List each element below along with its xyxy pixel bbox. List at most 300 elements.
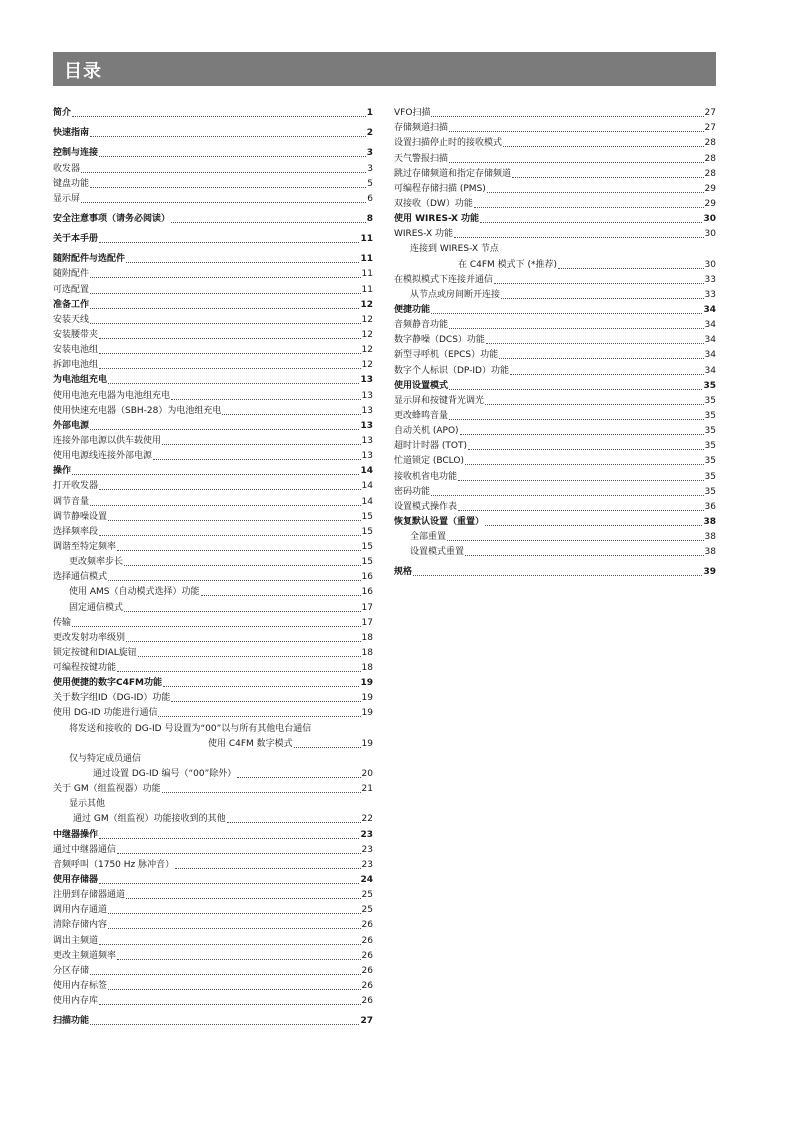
toc-entry-label: 密码功能: [394, 486, 431, 497]
toc-page-number: 15: [361, 526, 373, 537]
toc-entry-label: 安装天线: [53, 314, 90, 325]
toc-entry[interactable]: [394, 165, 716, 180]
dot-leader: [222, 414, 360, 415]
toc-page-number: 35: [704, 410, 716, 421]
toc-entry-label: 调用内存通道: [53, 905, 108, 916]
toc-page-number: 30: [704, 229, 716, 240]
toc-entry-label: 将发送和接收的 DG-ID 号设置为“00”以与所有其他电台通信: [69, 723, 312, 734]
toc-entry[interactable]: [394, 195, 716, 210]
toc-entry[interactable]: [394, 316, 716, 331]
toc-entry[interactable]: [394, 498, 716, 513]
toc-entry-label: 规格: [394, 567, 413, 578]
toc-entry-label: 通过 GM（组监视）功能接收到的其他: [73, 814, 226, 825]
toc-page-number: 11: [361, 269, 373, 280]
toc-entry[interactable]: [53, 280, 373, 295]
toc-entry-label: 超时计时器 (TOT): [394, 441, 467, 452]
dot-leader: [99, 242, 359, 243]
toc-page-number: 12: [361, 329, 373, 340]
toc-entry[interactable]: [53, 477, 373, 492]
toc-section-heading[interactable]: [53, 1012, 373, 1027]
toc-entry-label: 键盘功能: [53, 178, 90, 189]
toc-entry[interactable]: [53, 523, 373, 538]
toc-left-column: [53, 104, 373, 1027]
dot-leader: [72, 626, 361, 627]
toc-page-number: 1: [366, 108, 373, 119]
dot-leader: [294, 747, 361, 748]
toc-entry[interactable]: [53, 780, 373, 795]
toc-entry[interactable]: [53, 947, 373, 962]
dot-leader: [201, 595, 361, 596]
dot-leader: [460, 434, 704, 435]
toc-entry-label: 收发器: [53, 163, 81, 174]
toc-entry[interactable]: [53, 432, 373, 447]
dot-leader: [99, 353, 361, 354]
dot-leader: [117, 550, 361, 551]
toc-section-heading[interactable]: [53, 674, 373, 689]
title-banner: [53, 52, 716, 86]
toc-entry[interactable]: [53, 341, 373, 356]
toc-section-heading[interactable]: [394, 563, 716, 578]
toc-entry[interactable]: [394, 104, 716, 119]
toc-entry[interactable]: [394, 346, 716, 361]
toc-page-number: 14: [361, 496, 373, 507]
dot-leader: [99, 368, 361, 369]
toc-entry[interactable]: [53, 326, 373, 341]
toc-entry[interactable]: [394, 271, 716, 286]
toc-entry-label: 连接到 WIRES-X 节点: [410, 244, 499, 255]
toc-entry[interactable]: [53, 190, 373, 205]
dot-leader: [90, 429, 359, 430]
toc-entry-label: 设置模式操作表: [394, 501, 458, 512]
toc-section-heading[interactable]: [53, 296, 373, 311]
toc-page-number: 35: [704, 426, 716, 437]
toc-entry[interactable]: [53, 992, 373, 1007]
toc-entry[interactable]: [394, 286, 716, 301]
dot-leader: [108, 989, 361, 990]
dot-leader: [512, 177, 704, 178]
toc-entry-label: 使用电池充电器为电池组充电: [53, 390, 171, 401]
toc-entry[interactable]: [53, 538, 373, 553]
toc-page-number: 15: [361, 541, 373, 552]
toc-section-heading[interactable]: [53, 825, 373, 840]
dot-leader: [99, 883, 359, 884]
toc-section-heading[interactable]: [394, 513, 716, 528]
toc-page-number: 6: [367, 193, 373, 204]
toc-entry[interactable]: [394, 392, 716, 407]
toc-section-heading[interactable]: [53, 871, 373, 886]
toc-entry[interactable]: [53, 492, 373, 507]
toc-section-heading[interactable]: [53, 124, 373, 139]
toc-page-number: 23: [361, 859, 373, 870]
toc-page-number: 12: [360, 299, 373, 310]
toc-entry[interactable]: [394, 528, 716, 543]
toc-entry-label: 清除存储内容: [53, 920, 108, 931]
toc-entry[interactable]: [53, 159, 373, 174]
dot-leader: [162, 792, 361, 793]
toc-page-number: 21: [361, 784, 373, 795]
dot-leader: [486, 343, 704, 344]
dot-leader: [501, 298, 704, 299]
toc-entry-label: 在模拟模式下连接并通信: [394, 274, 494, 285]
toc-entry[interactable]: [394, 452, 716, 467]
toc-entry-label: 更改主频道频率: [53, 950, 117, 961]
dot-leader: [90, 187, 366, 188]
toc-entry-label: 新型寻呼机（EPCS）功能: [394, 350, 499, 361]
toc-entry[interactable]: [394, 407, 716, 422]
toc-entry-label: 快速指南: [53, 128, 90, 139]
toc-page-number: 15: [361, 557, 373, 568]
toc-section-heading[interactable]: [394, 377, 716, 392]
toc-entry[interactable]: [53, 356, 373, 371]
toc-entry-label: 使用 DG-ID 功能进行通信: [53, 708, 158, 719]
toc-entry[interactable]: [53, 402, 373, 417]
toc-entry-label: 调节音量: [53, 496, 90, 507]
toc-entry[interactable]: [53, 719, 373, 734]
toc-entry-label: 更改蜂鸣音量: [394, 410, 449, 421]
dot-leader: [90, 974, 361, 975]
toc-entry-label: 使用便捷的数字C4FM功能: [53, 678, 162, 689]
toc-entry[interactable]: [53, 265, 373, 280]
dot-leader: [99, 944, 361, 945]
dot-leader: [99, 535, 361, 536]
toc-entry-label: 显示屏和按键背光调光: [394, 395, 485, 406]
toc-entry-label: 安全注意事项（请务必阅读）: [53, 213, 171, 224]
toc-entry-label: 关于数字组ID（DG-ID）功能: [53, 693, 171, 704]
toc-page-number: 27: [704, 123, 716, 134]
dot-leader: [124, 565, 361, 566]
toc-entry-label: 使用设置模式: [394, 380, 449, 391]
toc-page-number: 26: [361, 950, 373, 961]
toc-entry-label: 安装腰带夹: [53, 329, 99, 340]
toc-page-number: 23: [361, 844, 373, 855]
toc-page-number: 38: [704, 547, 716, 558]
toc-page-number: 33: [704, 289, 716, 300]
dot-leader: [558, 268, 703, 269]
dot-leader: [449, 162, 704, 163]
dot-leader: [138, 656, 361, 657]
toc-entry[interactable]: [53, 659, 373, 674]
toc-entry-label: 使用 C4FM 数字模式: [208, 738, 293, 749]
dot-leader: [413, 575, 702, 576]
toc-entry[interactable]: [53, 841, 373, 856]
dot-leader: [449, 328, 704, 329]
toc-entry-label: 固定通信模式: [69, 602, 124, 613]
toc-entry-label: 调节静噪设置: [53, 511, 108, 522]
toc-entry[interactable]: [53, 916, 373, 931]
toc-entry-label: 使用电源线连接外部电源: [53, 451, 153, 462]
toc-entry-label: 音频静音功能: [394, 320, 449, 331]
toc-entry-label: 简介: [53, 108, 72, 119]
toc-entry-label: 拆卸电池组: [53, 360, 99, 371]
toc-entry-label: 控制与连接: [53, 148, 99, 159]
toc-entry[interactable]: [53, 795, 373, 810]
toc-entry[interactable]: [53, 553, 373, 568]
toc-entry[interactable]: [394, 149, 716, 164]
dot-leader: [449, 419, 704, 420]
dot-leader: [431, 116, 703, 117]
dot-leader: [449, 389, 702, 390]
toc-page-number: 26: [361, 965, 373, 976]
toc-entry-label: 音频呼叫（1750 Hz 脉冲音）: [53, 859, 175, 870]
toc-entry[interactable]: [394, 422, 716, 437]
toc-page-number: 38: [704, 532, 716, 543]
toc-entry[interactable]: [53, 386, 373, 401]
toc-entry[interactable]: [53, 765, 373, 780]
toc-page-number: 34: [704, 335, 716, 346]
toc-page-number: 35: [703, 380, 716, 391]
toc-page-number: 12: [361, 345, 373, 356]
toc-entry[interactable]: [53, 810, 373, 825]
toc-page-number: 35: [704, 456, 716, 467]
toc-entry[interactable]: [394, 483, 716, 498]
toc-entry[interactable]: [53, 689, 373, 704]
toc-entry[interactable]: [394, 119, 716, 134]
toc-page-number: 5: [367, 178, 373, 189]
toc-entry[interactable]: [53, 886, 373, 901]
toc-entry-label: 设置模式重置: [410, 547, 465, 558]
toc-page-number: 18: [361, 632, 373, 643]
toc-entry-label: 可选配置: [53, 284, 90, 295]
dot-leader: [499, 358, 703, 359]
toc-page-number: 38: [703, 516, 716, 527]
dot-leader: [510, 374, 704, 375]
dot-leader: [99, 156, 366, 157]
dot-leader: [90, 1024, 359, 1025]
toc-entry[interactable]: [53, 447, 373, 462]
dot-leader: [458, 480, 704, 481]
toc-page-number: 15: [361, 511, 373, 522]
dot-leader: [158, 716, 360, 717]
toc-entry-label: 连接外部电源以供车载使用: [53, 435, 162, 446]
dot-leader: [108, 383, 359, 384]
toc-entry[interactable]: [394, 134, 716, 149]
toc-entry[interactable]: [53, 175, 373, 190]
toc-right-column: [394, 104, 716, 578]
dot-leader: [90, 323, 361, 324]
toc-page-number: 3: [367, 163, 373, 174]
dot-leader: [454, 237, 704, 238]
toc-page-number: 12: [361, 314, 373, 325]
toc-entry-label: 操作: [53, 466, 72, 477]
toc-page-number: 11: [361, 284, 373, 295]
toc-page-number: 23: [360, 829, 373, 840]
dot-leader: [72, 474, 359, 475]
dot-leader: [90, 277, 361, 278]
dot-leader: [458, 510, 704, 511]
toc-entry-label: 天气警报扫描: [394, 153, 449, 164]
toc-page-number: 16: [361, 572, 373, 583]
dot-leader: [117, 671, 361, 672]
toc-page-number: 3: [366, 148, 373, 159]
toc-entry-label: 外部电源: [53, 420, 90, 431]
dot-leader: [431, 313, 702, 314]
toc-entry[interactable]: [53, 568, 373, 583]
toc-page-number: 19: [361, 693, 373, 704]
dot-leader: [465, 464, 704, 465]
toc-entry-label: 准备工作: [53, 299, 90, 310]
dot-leader: [126, 641, 361, 642]
toc-entry-label: 仅与特定成员通信: [69, 753, 142, 764]
dot-leader: [487, 192, 704, 193]
dot-leader: [480, 222, 702, 223]
toc-entry-label: 中继器操作: [53, 829, 99, 840]
toc-section-heading[interactable]: [394, 210, 716, 225]
toc-page-number: 35: [704, 395, 716, 406]
toc-entry-label: 从节点或房间断开连接: [410, 289, 501, 300]
toc-entry-label: 随附配件: [53, 269, 90, 280]
toc-entry-label: 更改发射功率级别: [53, 632, 126, 643]
toc-page-number: 29: [704, 183, 716, 194]
toc-entry[interactable]: [53, 629, 373, 644]
toc-entry-label: 使用快速充电器（SBH-28）为电池组充电: [53, 405, 222, 416]
toc-entry[interactable]: [53, 583, 373, 598]
toc-page-number: 13: [361, 390, 373, 401]
toc-page-number: 18: [361, 647, 373, 658]
toc-page-number: 30: [703, 214, 716, 225]
dot-leader: [494, 283, 704, 284]
toc-page-number: 17: [361, 602, 373, 613]
toc-entry[interactable]: [53, 598, 373, 613]
toc-page-number: 24: [360, 875, 373, 886]
toc-page-number: 28: [704, 153, 716, 164]
dot-leader: [108, 928, 361, 929]
toc-entry[interactable]: [53, 614, 373, 629]
toc-entry-label: 注册到存储器通道: [53, 890, 126, 901]
toc-page-number: 34: [704, 350, 716, 361]
toc-entry-label: 跳过存储频道和指定存储频道: [394, 168, 512, 179]
toc-entry[interactable]: [394, 331, 716, 346]
toc-entry[interactable]: [53, 977, 373, 992]
dot-leader: [171, 399, 361, 400]
toc-entry[interactable]: [394, 467, 716, 482]
toc-entry-label: 可编程按键功能: [53, 663, 117, 674]
toc-entry[interactable]: [394, 543, 716, 558]
toc-page-number: 35: [704, 486, 716, 497]
toc-page-number: 17: [361, 617, 373, 628]
toc-entry-label: 关于本手册: [53, 234, 99, 245]
toc-page-number: 22: [361, 814, 373, 825]
toc-entry[interactable]: [394, 255, 716, 270]
toc-entry-label: 选择通信模式: [53, 572, 108, 583]
dot-leader: [90, 308, 359, 309]
toc-section-heading[interactable]: [53, 210, 373, 225]
toc-page-number: 30: [704, 259, 716, 270]
dot-leader: [431, 495, 704, 496]
dot-leader: [117, 959, 361, 960]
toc-entry-label: WIRES-X 功能: [394, 229, 454, 240]
toc-entry[interactable]: [394, 180, 716, 195]
toc-entry-label: 忙道锁定 (BCLO): [394, 456, 464, 467]
toc-entry-label: 存储频道扫描: [394, 123, 449, 134]
toc-entry-label: 使用 WIRES-X 功能: [394, 214, 480, 225]
toc-entry-label: 使用 AMS（自动模式选择）功能: [69, 587, 200, 598]
dot-leader: [465, 555, 704, 556]
toc-page-number: 11: [360, 234, 373, 245]
dot-leader: [447, 540, 704, 541]
toc-page-number: 25: [361, 890, 373, 901]
dot-leader: [72, 116, 366, 117]
toc-entry[interactable]: [394, 437, 716, 452]
toc-entry-label: 为电池组充电: [53, 375, 108, 386]
toc-entry-label: 便捷功能: [394, 304, 431, 315]
toc-entry[interactable]: [53, 931, 373, 946]
toc-page-number: 35: [704, 441, 716, 452]
dot-leader: [162, 444, 361, 445]
toc-page-number: 27: [704, 108, 716, 119]
toc-page-number: 13: [361, 435, 373, 446]
toc-section-heading[interactable]: [53, 417, 373, 432]
toc-page-number: 13: [360, 375, 373, 386]
toc-entry-label: 可编程存储扫描 (PMS): [394, 183, 486, 194]
toc-page-number: 2: [366, 128, 373, 139]
toc-entry[interactable]: [53, 644, 373, 659]
toc-page-number: 25: [361, 905, 373, 916]
dot-leader: [99, 338, 361, 339]
toc-entry-label: 锁定按键和DIAL旋钮: [53, 647, 137, 658]
dot-leader: [90, 136, 366, 137]
toc-page-number: 34: [703, 304, 716, 315]
toc-page-number: 39: [703, 567, 716, 578]
dot-leader: [90, 293, 361, 294]
dot-leader: [99, 489, 361, 490]
dot-leader: [468, 449, 704, 450]
toc-page-number: 19: [360, 678, 373, 689]
toc-page-number: 26: [361, 981, 373, 992]
toc-section-heading[interactable]: [53, 104, 373, 119]
toc-entry[interactable]: [53, 901, 373, 916]
dot-leader: [117, 853, 361, 854]
toc-entry-label: 自动关机 (APO): [394, 426, 459, 437]
toc-entry-label: 显示屏: [53, 193, 81, 204]
toc-entry-label: 安装电池组: [53, 345, 99, 356]
toc-section-heading[interactable]: [53, 144, 373, 159]
toc-entry[interactable]: [53, 856, 373, 871]
dot-leader: [171, 701, 360, 702]
toc-entry-label: 打开收发器: [53, 481, 99, 492]
toc-entry[interactable]: [53, 962, 373, 977]
toc-page-number: 18: [361, 663, 373, 674]
toc-entry-label: 使用内存库: [53, 996, 99, 1007]
toc-entry[interactable]: [53, 750, 373, 765]
toc-page-number: 19: [361, 708, 373, 719]
toc-page-number: 13: [361, 405, 373, 416]
toc-entry-label: 全部重置: [410, 532, 447, 543]
toc-entry-label: 双接收（DW）功能: [394, 198, 473, 209]
toc-entry[interactable]: [53, 508, 373, 523]
toc-page-number: 34: [704, 365, 716, 376]
toc-section-heading[interactable]: [53, 250, 373, 265]
toc-entry[interactable]: [53, 311, 373, 326]
toc-section-heading[interactable]: [53, 371, 373, 386]
toc-page-number: 29: [704, 198, 716, 209]
toc-page-number: 28: [704, 138, 716, 149]
toc-page-number: 33: [704, 274, 716, 285]
toc-section-heading[interactable]: [53, 230, 373, 245]
dot-leader: [124, 611, 361, 612]
toc-entry[interactable]: [394, 240, 716, 255]
dot-leader: [81, 172, 366, 173]
toc-entry-label: 设置扫描停止时的接收模式: [394, 138, 503, 149]
dot-leader: [108, 913, 361, 914]
dot-leader: [485, 525, 702, 526]
toc-entry[interactable]: [53, 704, 373, 719]
toc-section-heading[interactable]: [394, 301, 716, 316]
toc-section-heading[interactable]: [53, 462, 373, 477]
toc-entry[interactable]: [394, 361, 716, 376]
dot-leader: [485, 404, 704, 405]
toc-entry[interactable]: [394, 225, 716, 240]
toc-entry[interactable]: [53, 735, 373, 750]
